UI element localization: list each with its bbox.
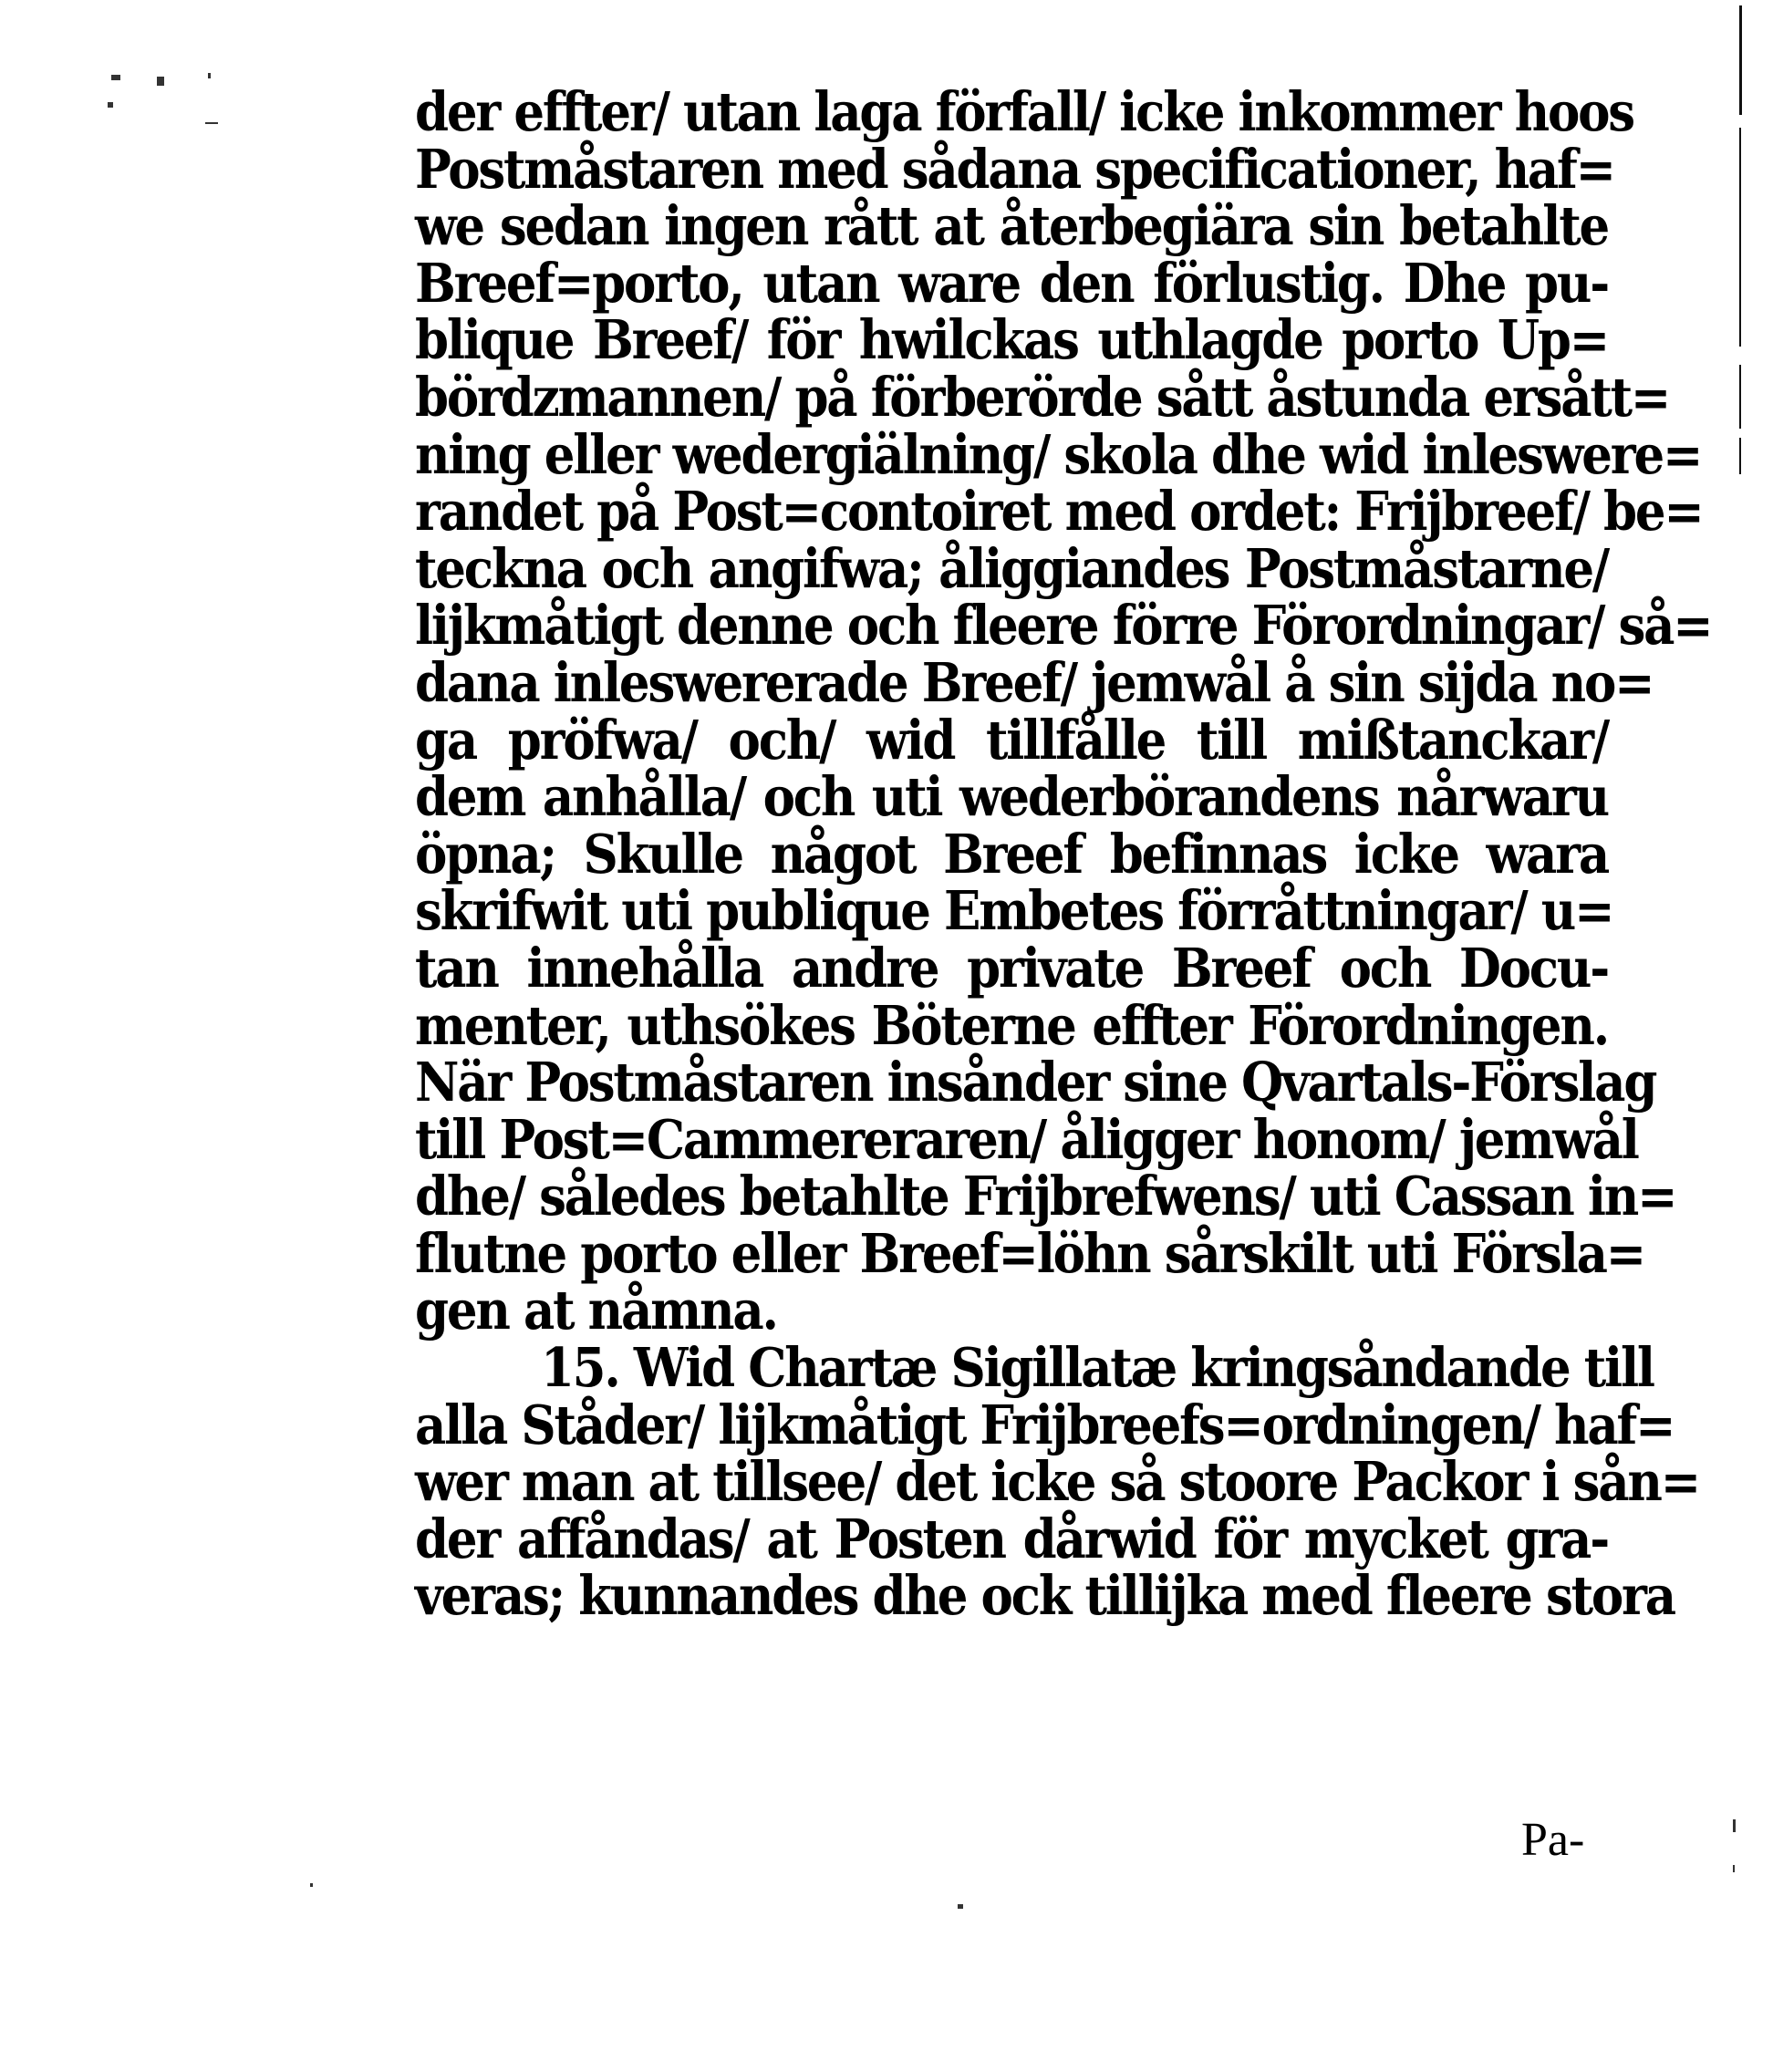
text-line: ga pröfwa/ och/ wid tillfålle till mißtanckar/ [415, 708, 1608, 772]
text-line: öpna; Skulle något Breef befinnas icke wara [415, 822, 1608, 886]
catchword: Pa- [1521, 1814, 1585, 1866]
scan-speck [157, 77, 164, 86]
text-line: Breef=porto, utan ware den förlustig. Dhe pu- [415, 252, 1608, 316]
page-edge-line [1739, 438, 1741, 474]
scan-speck [958, 1904, 963, 1909]
text-line: der effter/ utan laga förfall/ icke inkommer hoos [415, 80, 1633, 144]
scan-speck [111, 75, 120, 80]
body-text [415, 80, 1712, 1629]
text-line: menter, uthsökes Böterne effter Förordningen. [415, 993, 1608, 1058]
scan-speck [1733, 1865, 1735, 1872]
text-line: ning eller wedergiälning/ skola dhe wid inleswere= [415, 422, 1702, 487]
text-line: veras; kunnandes dhe ock tillijka med fleere stora [415, 1564, 1674, 1629]
section-15-start-line: 15. Wid Chartæ Sigillatæ kringsåndande till [541, 1336, 1654, 1400]
text-line: till Post=Cammereraren/ åligger honom/ jemwål [415, 1107, 1638, 1172]
page-edge-line [1739, 128, 1741, 347]
paragraph-end-line: gen at nåmna. [415, 1279, 777, 1343]
scan-speck [310, 1883, 313, 1887]
page-edge-line [1739, 365, 1741, 429]
text-line: flutne porto eller Breef=löhn sårskilt uti Försla= [415, 1222, 1644, 1286]
text-line: bördzmannen/ på förberörde sått åstunda ersått= [415, 366, 1670, 430]
scan-speck [208, 73, 211, 78]
text-line: blique Breef/ för hwilckas uthlagde porto Up= [415, 308, 1608, 373]
text-line: dhe/ således betahlte Frijbrefwens/ uti Cassan in= [415, 1165, 1676, 1228]
text-line: alla Ståder/ lijkmåtigt Frijbreefs=ordningen/ haf= [415, 1393, 1674, 1457]
text-line: skrifwit uti publique Embetes förråttningar/ u= [415, 879, 1613, 943]
text-line: der affåndas/ at Posten dårwid för mycket gra- [415, 1507, 1608, 1571]
scan-speck [1733, 1819, 1736, 1832]
text-line: tan innehålla andre private Breef och Docu- [415, 937, 1608, 1000]
text-line: dem anhålla/ och uti wederbörandens nårwaru [415, 765, 1608, 829]
text-line: teckna och angifwa; åliggiandes Postmåstarne/ [415, 536, 1608, 601]
scan-speck [205, 122, 218, 124]
text-line: wer man at tillsee/ det icke så stoore Packor i sån= [415, 1450, 1699, 1514]
text-line: Postmåstaren med sådana specificationer, haf= [415, 137, 1614, 202]
text-line: dana inleswererade Breef/ jemwål å sin sijda no= [415, 651, 1654, 715]
text-line: lijkmåtigt denne och fleere förre Förordningar/ så= [415, 594, 1712, 658]
text-line: När Postmåstaren insånder sine Qvartals-Förslag [415, 1051, 1656, 1114]
text-line: we sedan ingen rått at återbegiära sin betahlte [415, 194, 1608, 258]
scan-speck [108, 102, 113, 108]
page-edge-line [1739, 5, 1742, 115]
text-line: randet på Post=contoiret med ordet: Frijbreef/ be= [415, 480, 1703, 544]
